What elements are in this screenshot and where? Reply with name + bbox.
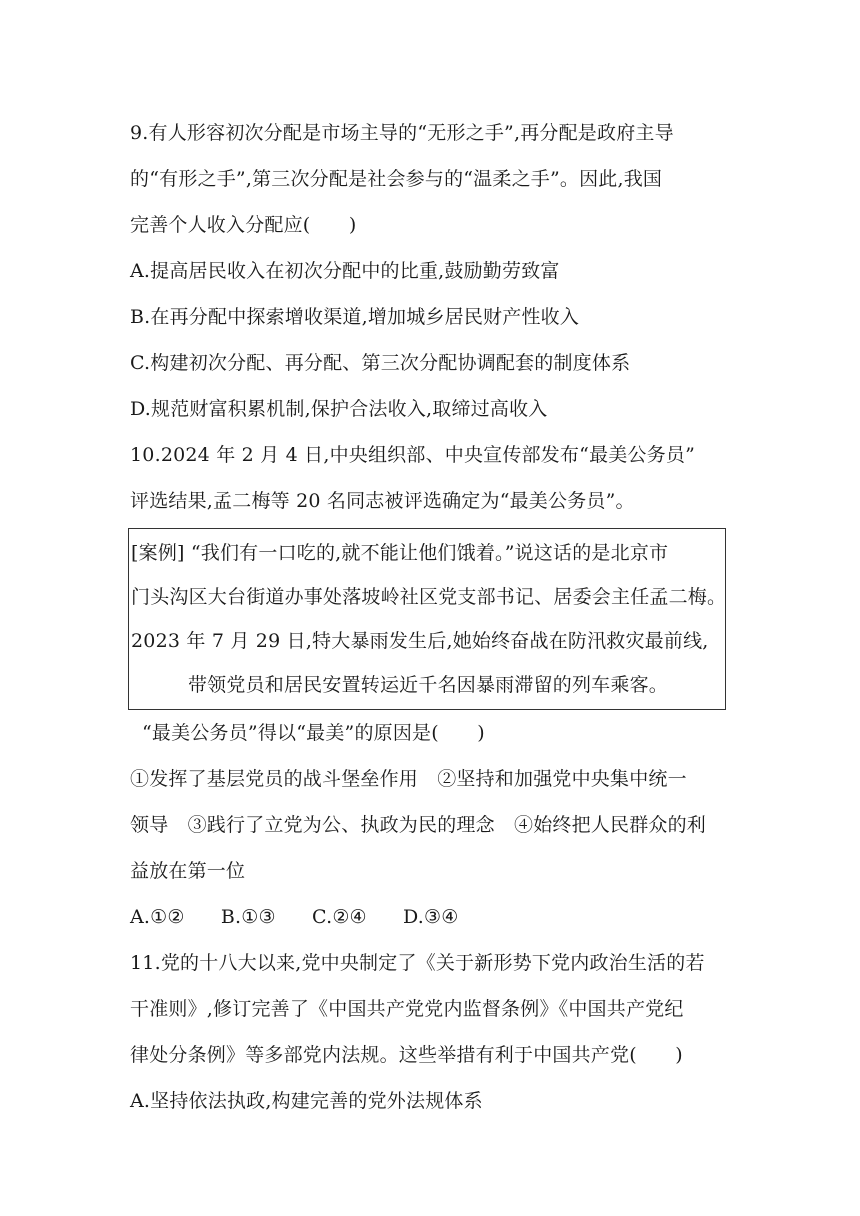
question-11-stem-line-1: 11.党的十八大以来,党中央制定了《关于新形势下党内政治生活的若 <box>130 952 705 974</box>
question-9-option-c: C.构建初次分配、再分配、第三次分配协调配套的制度体系 <box>130 352 631 374</box>
case-line-2: 门头沟区大台街道办事处落坡岭社区党支部书记、居委会主任孟二梅。 <box>131 586 727 608</box>
question-10-stem-line-2: 评选结果,孟二梅等 20 名同志被评选确定为“最美公务员”。 <box>130 490 635 512</box>
question-9-option-d: D.规范财富积累机制,保护合法收入,取缔过高收入 <box>130 398 548 420</box>
case-box <box>128 528 726 710</box>
question-10-stem-line-1: 10.2024 年 2 月 4 日,中央组织部、中央宣传部发布“最美公务员” <box>130 444 696 466</box>
case-line-4: 带领党员和居民安置转运近千名因暴雨滞留的列车乘客。 <box>187 674 668 696</box>
case-line-1: [案例] “我们有一口吃的,就不能让他们饿着。”说这话的是北京市 <box>131 542 669 564</box>
question-10-option-a: A.①② <box>130 906 185 928</box>
question-11-stem-line-3: 律处分条例》等多部党内法规。这些举措有利于中国共产党( ) <box>130 1044 683 1066</box>
question-9-stem-line-2: 的“有形之手”,第三次分配是社会参与的“温柔之手”。因此,我国 <box>130 168 663 190</box>
question-11-stem-line-2: 干准则》,修订完善了《中国共产党党内监督条例》《中国共产党纪 <box>130 998 684 1020</box>
question-9-option-b: B.在再分配中探索增收渠道,增加城乡居民财产性收入 <box>130 306 580 328</box>
question-9-stem-line-1: 9.有人形容初次分配是市场主导的“无形之手”,再分配是政府主导 <box>130 122 674 144</box>
question-10-statement-line-2: 领导 ③践行了立党为公、执政为民的理念 ④始终把人民群众的利 <box>130 814 707 836</box>
question-10-statement-line-3: 益放在第一位 <box>130 860 246 882</box>
question-10-option-c: C.②④ <box>312 906 367 928</box>
question-9 <box>130 110 740 432</box>
question-9-stem-line-3: 完善个人收入分配应( ) <box>130 214 357 236</box>
question-9-option-a: A.提高居民收入在初次分配中的比重,鼓励勤劳致富 <box>130 260 560 282</box>
question-11-option-a: A.坚持依法执政,构建完善的党外法规体系 <box>130 1090 483 1112</box>
question-10-option-d: D.③④ <box>403 906 459 928</box>
question-10-options <box>130 894 740 940</box>
question-10 <box>130 432 740 940</box>
question-10-option-b: B.①③ <box>220 906 276 928</box>
case-line-3: 2023 年 7 月 29 日,特大暴雨发生后,她始终奋战在防汛救灾最前线, <box>131 630 709 652</box>
exam-page <box>130 110 740 1124</box>
question-10-statement-line-1: ①发挥了基层党员的战斗堡垒作用 ②坚持和加强党中央集中统一 <box>130 768 687 790</box>
question-10-prompt: “最美公务员”得以“最美”的原因是( ) <box>142 722 485 744</box>
question-11 <box>130 940 740 1124</box>
